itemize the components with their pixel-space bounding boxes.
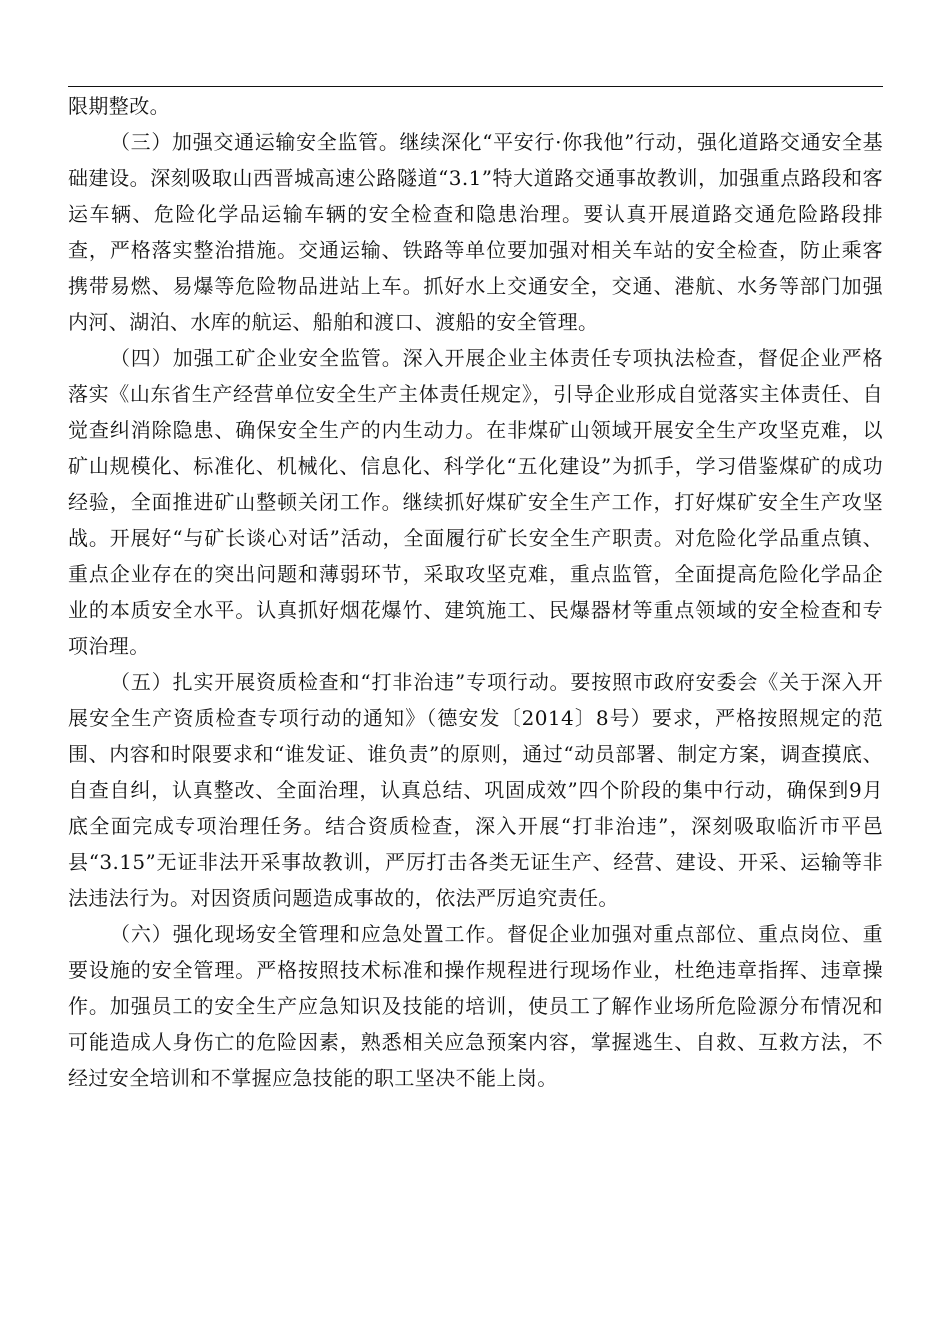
document-body [68, 88, 883, 1096]
paragraph-section-3: （三）加强交通运输安全监管。继续深化“平安行·你我他”行动，强化道路交通安全基础建设。深刻吸取山西晋城高速公路隧道“3.1”特大道路交通事故教训，加强重点路段和客运车辆、危险化学品运输车辆的安全检查和隐患治理。要认真开展道路交通危险路段排查，严格落实整治措施。交通运输、铁路等单位要加强对相关车站的安全检查，防止乘客携带易燃、易爆等危险物品进站上车。抓好水上交通安全，交通、港航、水务等部门加强内河、湖泊、水库的航运、船舶和渡口、渡船的安全管理。 [68, 130, 883, 334]
paragraph-section-6: （六）强化现场安全管理和应急处置工作。督促企业加强对重点部位、重点岗位、重要设施的安全管理。严格按照技术标准和操作规程进行现场作业，杜绝违章指挥、违章操作。加强员工的安全生产应急知识及技能的培训，使员工了解作业场所危险源分布情况和可能造成人身伤亡的危险因素，熟悉相关应急预案内容，掌握逃生、自救、互救方法，不经过安全培训和不掌握应急技能的职工坚决不能上岗。 [68, 922, 883, 1090]
paragraph-section-4: （四）加强工矿企业安全监管。深入开展企业主体责任专项执法检查，督促企业严格落实《山东省生产经营单位安全生产主体责任规定》，引导企业形成自觉落实主体责任、自觉查纠消除隐患、确保安全生产的内生动力。在非煤矿山领域开展安全生产攻坚克难，以矿山规模化、标准化、机械化、信息化、科学化“五化建设”为抓手，学习借鉴煤矿的成功经验，全面推进矿山整顿关闭工作。继续抓好煤矿安全生产工作，打好煤矿安全生产攻坚战。开展好“与矿长谈心对话”活动，全面履行矿长安全生产职责。对危险化学品重点镇、重点企业存在的突出问题和薄弱环节，采取攻坚克难，重点监管，全面提高危险化学品企业的本质安全水平。认真抓好烟花爆竹、建筑施工、民爆器材等重点领域的安全检查和专项治理。 [68, 346, 883, 658]
header-rule [68, 86, 883, 87]
paragraph-continuation: 限期整改。 [68, 94, 170, 118]
paragraph-section-5: （五）扎实开展资质检查和“打非治违”专项行动。要按照市政府安委会《关于深入开展安全生产资质检查专项行动的通知》（德安发〔2014〕8号）要求，严格按照规定的范围、内容和时限要求和“谁发证、谁负责”的原则，通过“动员部署、制定方案，调查摸底、自查自纠，认真整改、全面治理，认真总结、巩固成效”四个阶段的集中行动，确保到9月底全面完成专项治理任务。结合资质检查，深入开展“打非治违”，深刻吸取临沂市平邑县“3.15”无证非法开采事故教训，严厉打击各类无证生产、经营、建设、开采、运输等非法违法行为。对因资质问题造成事故的，依法严厉追究责任。 [68, 670, 883, 910]
